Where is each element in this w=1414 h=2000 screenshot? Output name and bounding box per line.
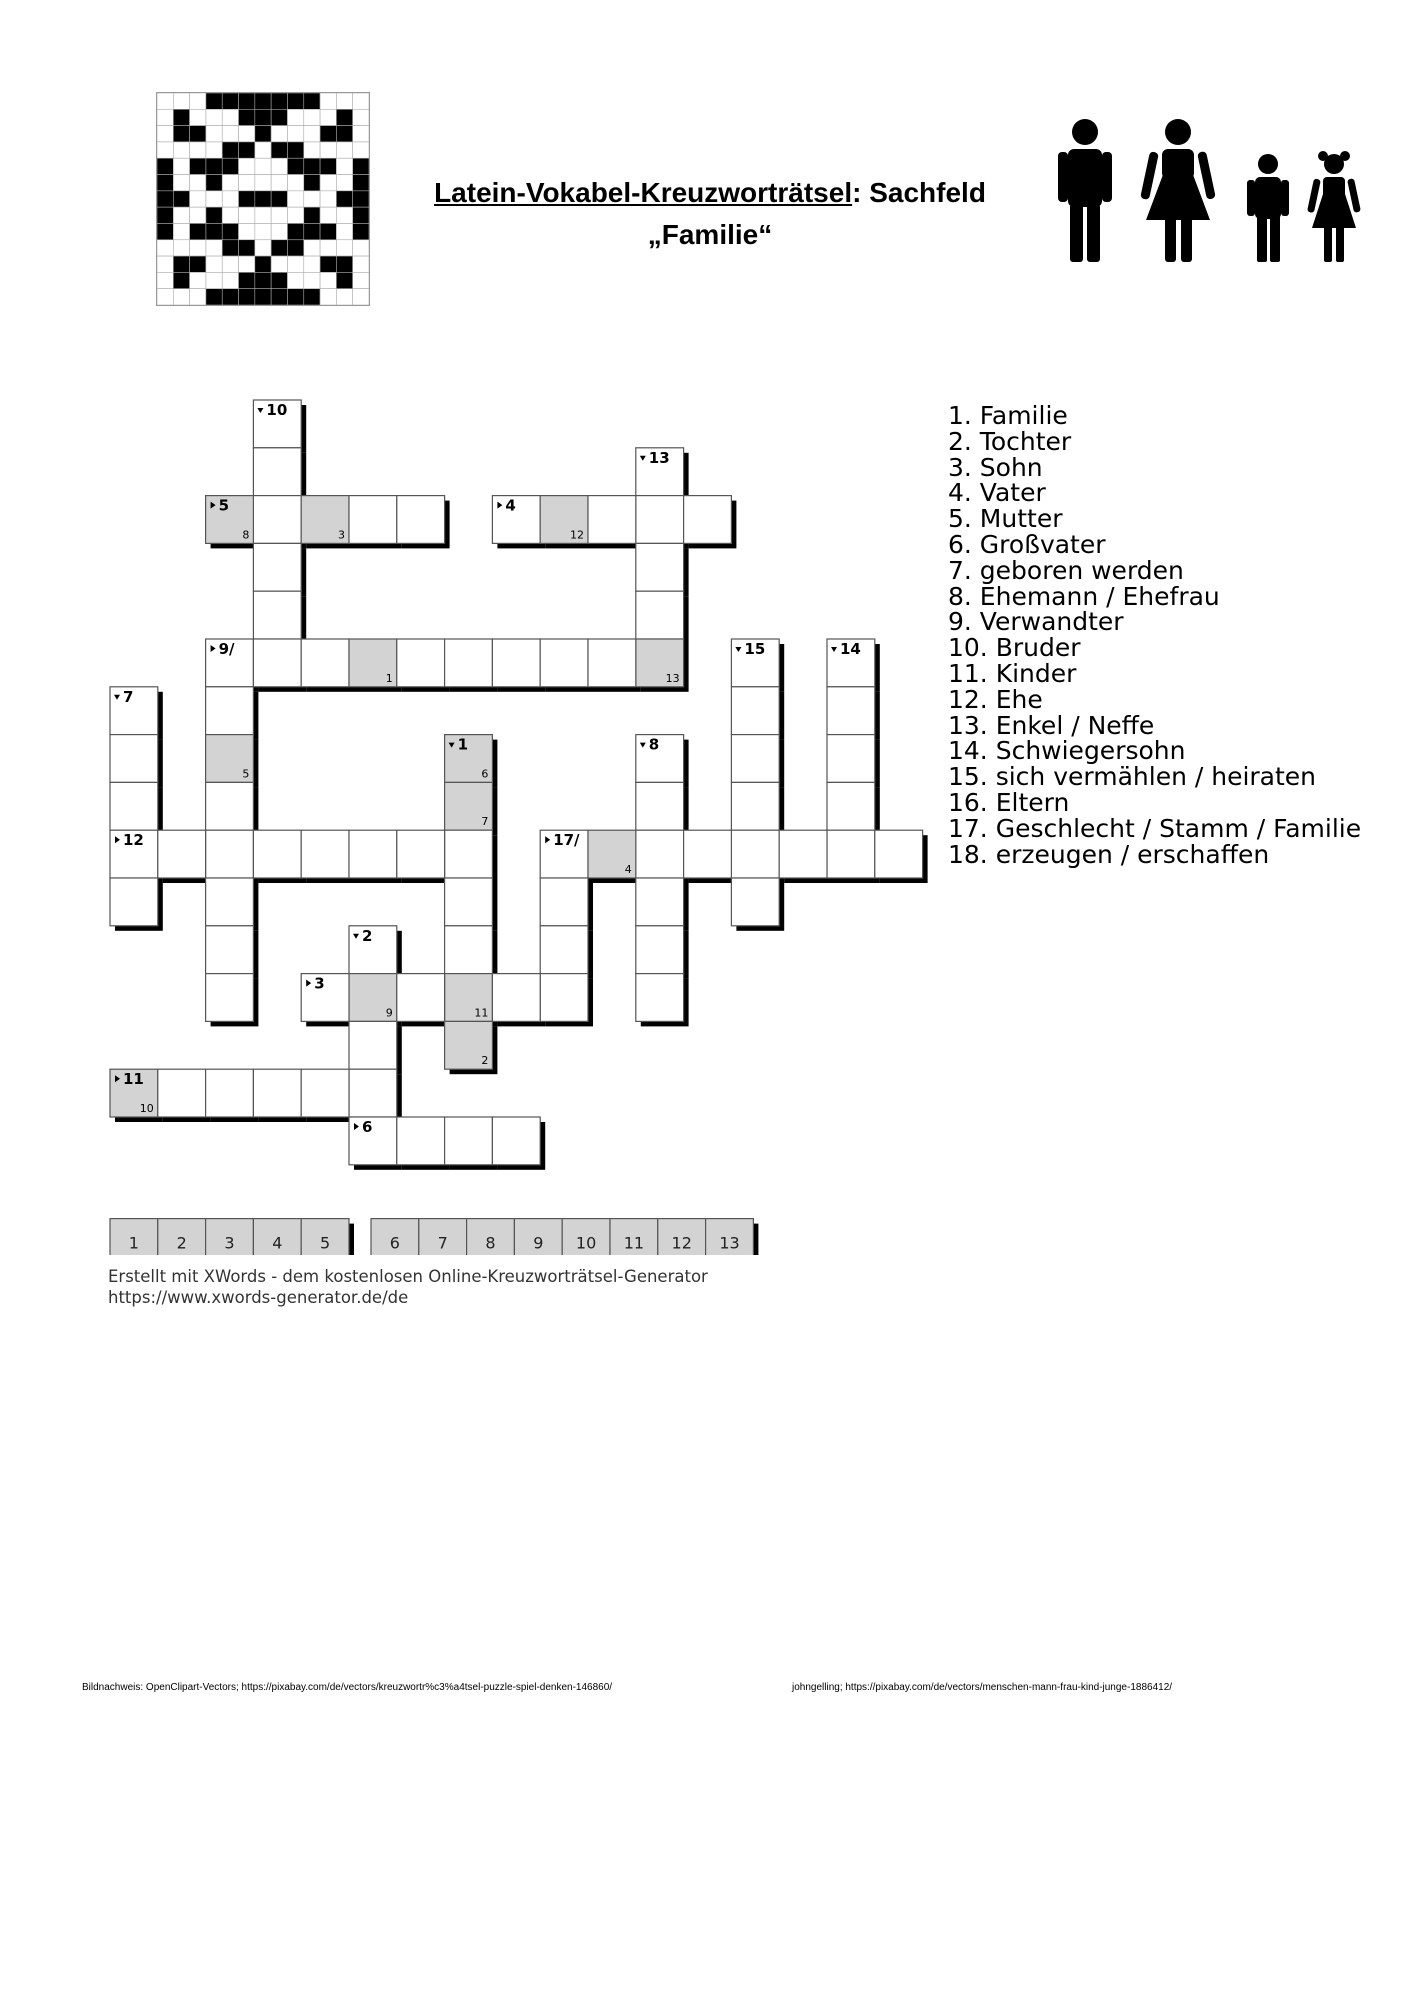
grid-cell[interactable]	[827, 830, 875, 878]
solution-box-number: 2	[176, 1233, 187, 1253]
solution-box-number: 7	[437, 1233, 448, 1253]
clue-item: 7. geboren werden	[948, 555, 1184, 585]
solution-box-number: 9	[533, 1233, 544, 1253]
grid-cell[interactable]	[301, 639, 349, 687]
clue-item: 5. Mutter	[948, 504, 1063, 534]
grid-cell[interactable]	[445, 830, 493, 878]
generator-credit	[108, 1266, 708, 1308]
solution-box-number: 1	[128, 1233, 139, 1253]
grid-cell[interactable]	[349, 1021, 397, 1069]
girl-icon	[1307, 151, 1361, 262]
clue-item: 9. Verwandter	[948, 607, 1124, 637]
solution-box-number: 11	[623, 1233, 645, 1253]
grid-cell[interactable]	[349, 1069, 397, 1117]
entry-label: 15	[744, 640, 766, 658]
solution-box-number: 10	[575, 1233, 597, 1253]
grid-cell[interactable]	[636, 591, 684, 639]
entry-label: 11	[123, 1070, 144, 1089]
solution-box-number: 12	[671, 1233, 692, 1253]
entry-label: 13	[648, 448, 670, 467]
grid-cell[interactable]	[827, 735, 875, 783]
entry-label: 10	[266, 401, 288, 419]
clue-item: 18. erzeugen / erschaffen	[948, 839, 1270, 869]
grid-cell[interactable]	[445, 1117, 493, 1165]
grid-cell[interactable]	[206, 1069, 254, 1117]
grid-cell[interactable]	[731, 878, 779, 926]
grid-cell[interactable]	[301, 974, 349, 1022]
clue-item: 10. Bruder	[948, 633, 1081, 663]
clue-item: 13. Enkel / Neffe	[948, 710, 1155, 740]
grid-cell[interactable]	[492, 974, 540, 1022]
solution-number: 8	[242, 528, 250, 542]
grid-cell[interactable]	[253, 830, 301, 878]
grid-cell[interactable]	[397, 1117, 445, 1165]
solution-box-number: 3	[224, 1233, 235, 1253]
title-suffix: : Sachfeld	[852, 177, 986, 208]
solution-box-number: 6	[389, 1233, 400, 1253]
grid-cell[interactable]	[540, 926, 588, 974]
grid-cell[interactable]	[588, 639, 636, 687]
clue-list	[948, 403, 1361, 867]
grid-cell[interactable]	[349, 830, 397, 878]
grid-cell[interactable]	[253, 1069, 301, 1117]
grid-cell[interactable]	[206, 830, 254, 878]
family-people-icon	[1052, 112, 1372, 262]
grid-cell[interactable]	[492, 496, 540, 544]
grid-cell[interactable]	[636, 543, 684, 591]
clue-item: 12. Ehe	[948, 684, 1043, 714]
entry-label: 5	[218, 496, 230, 515]
clue-item: 14. Schwiegersohn	[948, 736, 1186, 766]
grid-cell[interactable]	[636, 735, 684, 783]
grid-cell[interactable]	[158, 830, 206, 878]
grid-cell[interactable]	[349, 926, 397, 974]
grid-cell[interactable]	[540, 878, 588, 926]
entry-label: 6	[362, 1118, 373, 1136]
grid-cell[interactable]	[731, 687, 779, 735]
grid-cell[interactable]	[206, 878, 254, 926]
grid-cell[interactable]	[636, 974, 684, 1022]
grid-cell[interactable]	[253, 543, 301, 591]
boy-icon	[1247, 154, 1289, 262]
grid-cell[interactable]	[636, 782, 684, 830]
grid-cell[interactable]	[540, 639, 588, 687]
page-title	[400, 172, 1020, 256]
grid-cell[interactable]	[445, 639, 493, 687]
grid-cell[interactable]	[445, 878, 493, 926]
grid-cell[interactable]	[253, 639, 301, 687]
entry-label: 8	[648, 735, 660, 754]
clue-item: 1. Familie	[948, 401, 1068, 430]
grid-cell[interactable]	[110, 878, 158, 926]
grid-cell[interactable]	[779, 830, 827, 878]
clue-item: 11. Kinder	[948, 658, 1077, 688]
grid-cell[interactable]	[827, 782, 875, 830]
clue-item: 15. sich vermählen / heiraten	[948, 762, 1317, 792]
solution-box-number: 8	[485, 1233, 496, 1253]
grid-cell[interactable]	[636, 878, 684, 926]
clue-item: 3. Sohn	[948, 452, 1043, 482]
solution-number: 6	[481, 767, 489, 781]
grid-cell[interactable]	[684, 496, 732, 544]
clue-item: 8. Ehemann / Ehefrau	[948, 581, 1220, 611]
grid-cell[interactable]	[540, 974, 588, 1022]
credit-link[interactable]: https://www.xwords-generator.de/de	[108, 1288, 409, 1307]
solution-box-number: 5	[320, 1233, 331, 1253]
entry-label: 4	[505, 496, 516, 515]
solution-number: 4	[624, 863, 632, 876]
solution-box-number: 13	[719, 1233, 740, 1253]
grid-cell[interactable]	[110, 782, 158, 830]
grid-cell[interactable]	[588, 496, 636, 544]
entry-label: 14	[840, 640, 861, 658]
grid-cell[interactable]	[636, 926, 684, 974]
grid-cell[interactable]	[397, 974, 445, 1022]
grid-cell[interactable]	[301, 1069, 349, 1117]
grid-cell[interactable]	[731, 830, 779, 878]
man-icon	[1058, 119, 1112, 262]
solution-number: 3	[338, 528, 345, 542]
clue-item: 6. Großvater	[948, 529, 1106, 559]
entry-label: 1	[457, 735, 469, 754]
attribution-right: johngelling; https://pixabay.com/de/vectors/menschen-mann-frau-kind-junge-1886412/	[792, 1682, 1173, 1693]
entry-label: 2	[362, 926, 373, 945]
grid-cell[interactable]	[492, 639, 540, 687]
grid-cell[interactable]	[875, 830, 923, 878]
grid-cell[interactable]	[253, 496, 301, 544]
title-subject: „Familie“	[647, 219, 773, 250]
woman-icon	[1140, 119, 1216, 262]
solution-number: 5	[242, 767, 250, 781]
grid-cell[interactable]	[684, 830, 732, 878]
title-main: Latein-Vokabel-Kreuzworträtsel	[434, 177, 853, 208]
grid-cell[interactable]	[349, 1117, 397, 1165]
solution-number: 13	[665, 671, 680, 685]
solution-number: 9	[385, 1006, 393, 1020]
grid-cell[interactable]	[349, 496, 397, 544]
entry-label: 12	[123, 831, 144, 850]
grid-cell[interactable]	[253, 448, 301, 496]
entry-label: 3	[314, 974, 325, 993]
credit-text: Erstellt mit XWords - dem kostenlosen Online-Kreuzworträtsel-Generator	[108, 1267, 708, 1286]
entry-label: 7	[123, 687, 134, 706]
grid-cell[interactable]	[731, 735, 779, 783]
clue-item: 16. Eltern	[948, 787, 1070, 817]
grid-cell[interactable]	[397, 830, 445, 878]
solution-box-number: 4	[272, 1233, 283, 1253]
clue-item: 4. Vater	[948, 478, 1046, 508]
clue-item: 17. Geschlecht / Stamm / Familie	[948, 813, 1362, 843]
entry-label: 17/	[553, 831, 580, 850]
solution-number: 12	[570, 528, 584, 542]
grid-cell[interactable]	[731, 782, 779, 830]
grid-cell[interactable]	[397, 639, 445, 687]
crossword-puzzle	[100, 395, 930, 1255]
grid-cell[interactable]	[206, 926, 254, 974]
clue-item: 2. Tochter	[948, 426, 1072, 456]
grid-cell[interactable]	[636, 496, 684, 544]
grid-cell[interactable]	[397, 496, 445, 544]
attribution-left: Bildnachweis: OpenClipart-Vectors; https://pixabay.com/de/vectors/kreuzwortr%c3%a4tsel-puzzle-spiel-denken-146860/	[82, 1682, 613, 1693]
grid-cell[interactable]	[827, 687, 875, 735]
solution-number: 2	[481, 1054, 489, 1068]
entry-label: 9/	[218, 640, 235, 658]
crossword-grid-icon	[156, 92, 370, 306]
grid-cell[interactable]	[206, 782, 254, 830]
solution-number: 11	[474, 1006, 489, 1020]
grid-cell[interactable]	[110, 735, 158, 783]
grid-cell[interactable]	[492, 1117, 540, 1165]
grid-cell[interactable]	[253, 591, 301, 639]
grid-cell[interactable]	[636, 830, 684, 878]
grid-cell[interactable]	[206, 687, 254, 735]
grid-cell[interactable]	[110, 687, 158, 735]
grid-cell[interactable]	[445, 926, 493, 974]
grid-cell[interactable]	[206, 974, 254, 1022]
solution-number: 1	[385, 671, 393, 685]
solution-number: 10	[139, 1102, 154, 1115]
grid-cell[interactable]	[301, 830, 349, 878]
solution-number: 7	[481, 815, 489, 829]
grid-cell[interactable]	[158, 1069, 206, 1117]
